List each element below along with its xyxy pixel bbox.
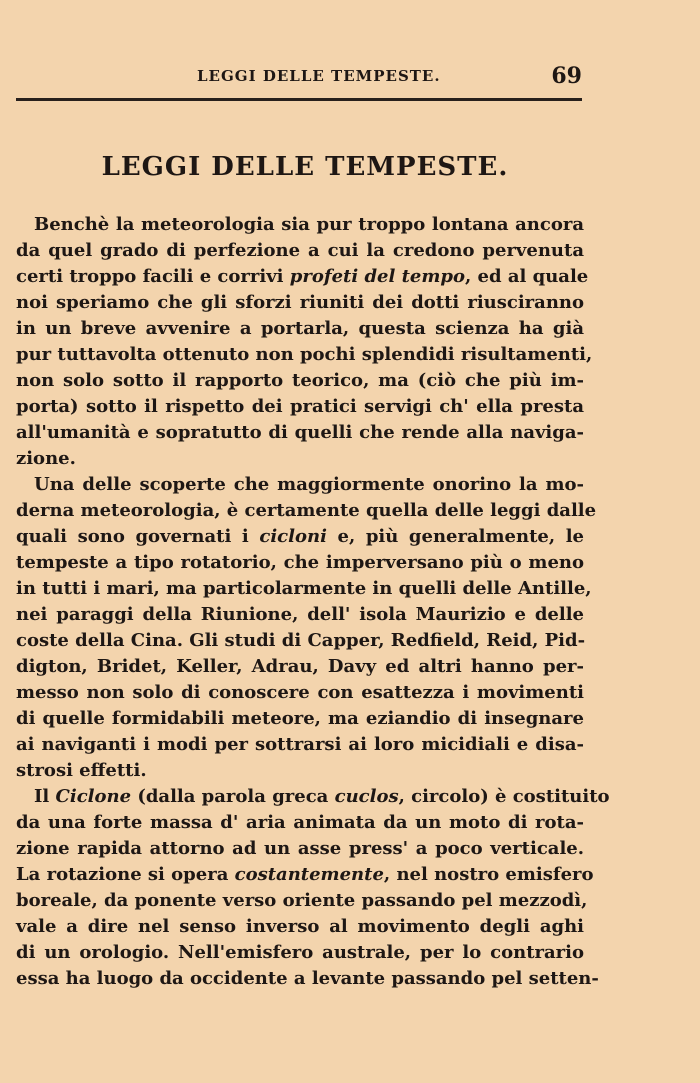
text-line: tempeste a tipo rotatorio, che imperversano più o meno xyxy=(16,552,584,573)
running-header xyxy=(16,63,582,89)
text-line: La rotazione si opera costantemente, nel nostro emisfero xyxy=(16,864,594,885)
body-text xyxy=(16,212,610,992)
text-line: in un breve avvenire a portarla, questa scienza ha già xyxy=(16,318,584,339)
text-line: da una forte massa d' aria animata da un moto di rota- xyxy=(16,812,584,833)
text-line: pur tuttavolta ottenuto non pochi splendidi risultamenti, xyxy=(16,344,593,365)
text-line: Benchè la meteorologia sia pur troppo lontana ancora xyxy=(34,214,584,235)
text-line: strosi effetti. xyxy=(16,760,147,781)
text-line: quali sono governati i cicloni e, più generalmente, le xyxy=(16,526,584,547)
text-line: all'umanità e sopratutto di quelli che rende alla naviga- xyxy=(16,422,584,443)
running-title: LEGGI DELLE TEMPESTE. xyxy=(197,67,441,85)
text-line: essa ha luogo da occidente a levante passando pel setten- xyxy=(16,968,599,989)
text-line: coste della Cina. Gli studi di Capper, Redfield, Reid, Pid- xyxy=(16,630,586,651)
text-line: ai naviganti i modi per sottrarsi ai loro micidiali e disa- xyxy=(16,734,584,755)
paragraph-2 xyxy=(16,472,597,784)
text-line: non solo sotto il rapporto teorico, ma (ciò che più im- xyxy=(16,370,584,391)
text-line: porta) sotto il rispetto dei pratici servigi ch' ella presta xyxy=(16,396,584,417)
text-line: zione rapida attorno ad un asse press' a poco verticale. xyxy=(16,838,584,859)
chapter-title: LEGGI DELLE TEMPESTE. xyxy=(101,152,509,182)
text-line: boreale, da ponente verso oriente passando pel mezzodì, xyxy=(16,890,588,911)
paragraph-1 xyxy=(16,212,593,472)
header-rule xyxy=(16,98,582,101)
text-line: in tutti i mari, ma particolarmente in quelli delle Antille, xyxy=(16,578,592,599)
paragraph-3 xyxy=(16,784,610,992)
text-line: Una delle scoperte che maggiormente onorino la mo- xyxy=(34,474,584,495)
text-line: derna meteorologia, è certamente quella delle leggi dalle xyxy=(16,500,597,521)
text-line: messo non solo di conoscere con esattezza i movimenti xyxy=(16,682,584,703)
text-line: di un orologio. Nell'emisfero australe, per lo contrario xyxy=(16,942,584,963)
text-line: Il Ciclone (dalla parola greca cuclos, circolo) è costituito xyxy=(34,786,610,807)
text-line: certi troppo facili e corrivi profeti del tempo, ed al quale xyxy=(16,266,589,287)
text-line: da quel grado di perfezione a cui la credono pervenuta xyxy=(16,240,584,261)
text-line: di quelle formidabili meteore, ma eziandio di insegnare xyxy=(16,708,584,729)
text-line: vale a dire nel senso inverso al movimento degli aghi xyxy=(16,916,584,937)
text-line: nei paraggi della Riunione, dell' isola Maurizio e delle xyxy=(16,604,584,625)
text-line: digton, Bridet, Keller, Adrau, Davy ed altri hanno per- xyxy=(16,656,584,677)
text-line: zione. xyxy=(16,448,76,469)
text-line: noi speriamo che gli sforzi riuniti dei dotti riusciranno xyxy=(16,292,584,313)
page-number: 69 xyxy=(551,63,582,89)
